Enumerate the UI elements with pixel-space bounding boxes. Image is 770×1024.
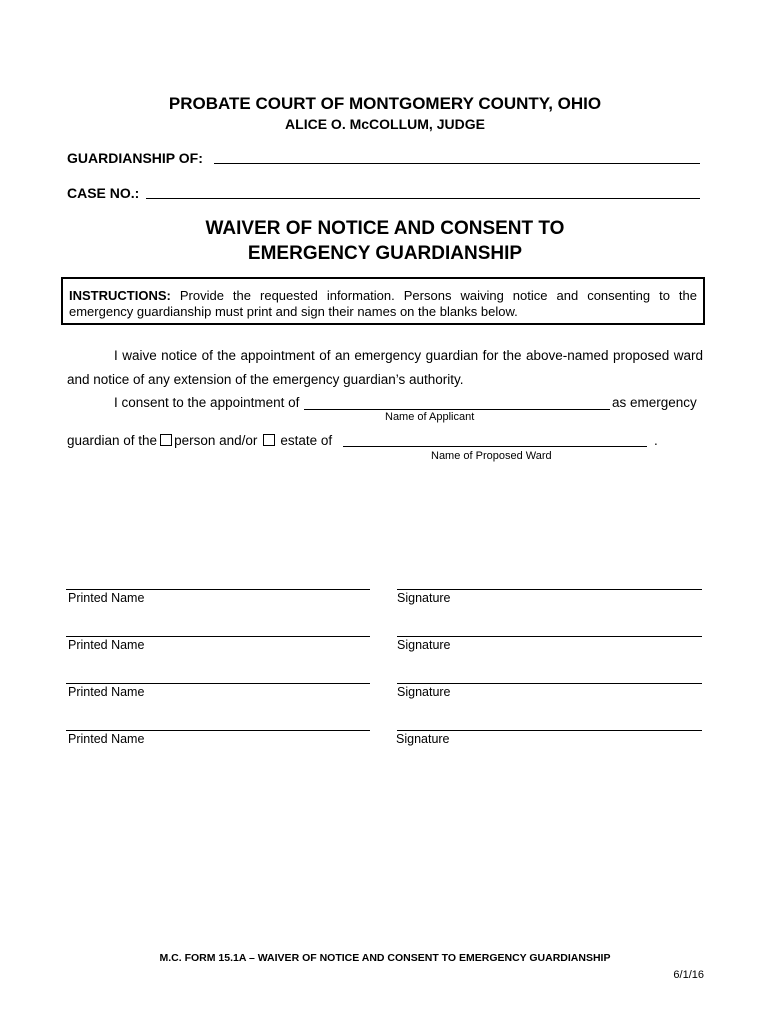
signature-label-1: Signature (397, 591, 451, 605)
estate-checkbox[interactable] (263, 434, 275, 446)
signature-line-1[interactable] (397, 589, 702, 590)
guardian-of-line (67, 433, 332, 448)
case-number-field[interactable] (146, 198, 700, 199)
form-title-line2: EMERGENCY GUARDIANSHIP (247, 243, 523, 264)
consent-suffix: as emergency (612, 395, 697, 410)
printed-name-line-4[interactable] (66, 730, 370, 731)
guardianship-of-field[interactable] (214, 163, 700, 164)
judge-name: ALICE O. McCOLLUM, JUDGE (285, 116, 485, 132)
signature-line-3[interactable] (397, 683, 702, 684)
printed-name-line-1[interactable] (66, 589, 370, 590)
consent-prefix: I consent to the appointment of (114, 395, 300, 410)
guardian-of-text: guardian of the (67, 433, 158, 448)
applicant-caption: Name of Applicant (385, 411, 475, 423)
ward-caption: Name of Proposed Ward (431, 450, 552, 462)
applicant-name-field[interactable] (304, 409, 610, 410)
person-checkbox[interactable] (160, 434, 172, 446)
printed-name-line-2[interactable] (66, 636, 370, 637)
instructions-text: Provide the requested information. Persons waiving notice and consenting to the emergency guardianship must print and sign their names on the blanks below. (69, 288, 697, 319)
printed-name-label-4: Printed Name (68, 732, 145, 746)
case-number-label: CASE NO.: (67, 185, 140, 201)
ward-name-field[interactable] (343, 446, 647, 447)
printed-name-label-1: Printed Name (68, 591, 145, 605)
printed-name-label-2: Printed Name (68, 638, 145, 652)
form-title (0, 216, 770, 266)
waiver-text: I waive notice of the appointment of an emergency guardian for the above-named proposed ward and notice of any extension of the emergency guardian’s authority. (67, 348, 703, 387)
period: . (654, 433, 658, 448)
signature-line-2[interactable] (397, 636, 702, 637)
form-footer: M.C. FORM 15.1A – WAIVER OF NOTICE AND CONSENT TO EMERGENCY GUARDIANSHIP (159, 952, 611, 964)
instructions-box (61, 277, 705, 325)
court-title: PROBATE COURT OF MONTGOMERY COUNTY, OHIO (168, 94, 602, 113)
signature-label-4: Signature (396, 732, 450, 746)
printed-name-label-3: Printed Name (68, 685, 145, 699)
signature-label-2: Signature (397, 638, 451, 652)
person-option-label: person and/or (174, 433, 258, 448)
guardianship-of-label: GUARDIANSHIP OF: (67, 150, 203, 166)
waiver-paragraph (67, 344, 703, 392)
form-title-line1: WAIVER OF NOTICE AND CONSENT TO (205, 218, 565, 239)
revision-date: 6/1/16 (673, 969, 704, 981)
signature-line-4[interactable] (397, 730, 702, 731)
estate-option-label: estate of (280, 433, 333, 448)
signature-label-3: Signature (397, 685, 451, 699)
instructions-label: INSTRUCTIONS: (69, 288, 171, 303)
printed-name-line-3[interactable] (66, 683, 370, 684)
